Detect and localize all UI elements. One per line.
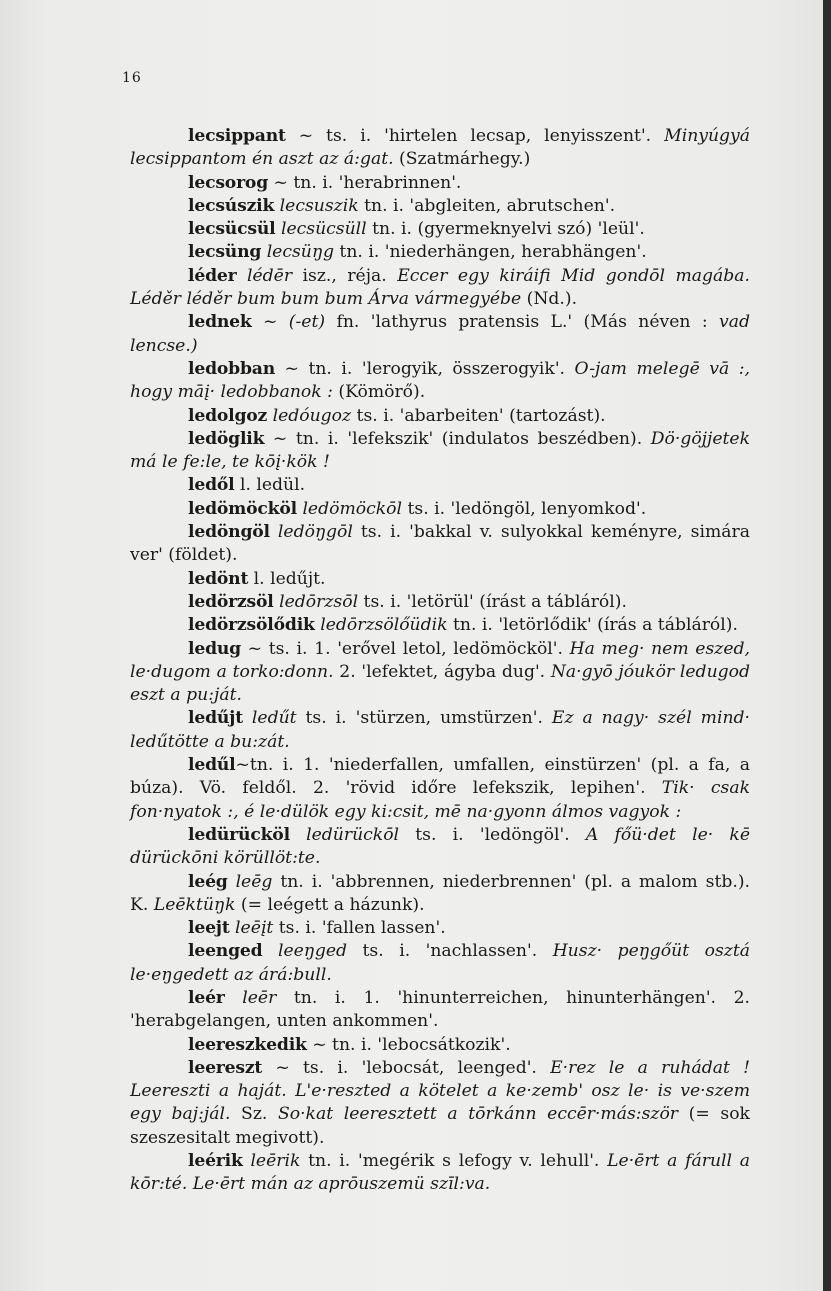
example: So·kat leeresztett a tōrkánn eccēr·más:ször — [277, 1104, 679, 1125]
definition: ~ ts. i. 'lebocsát, leenged'. — [262, 1057, 551, 1078]
entry-lecsuszik — [130, 195, 750, 218]
example: Minyúgyá lecsippantom én aszt az á:gat. — [130, 126, 750, 170]
example: ledóugoz — [272, 405, 352, 426]
entry-leer — [130, 987, 750, 1034]
definition-tail: isz., réja. — [292, 265, 398, 286]
definition: ~ tn. i. 'lebocsátkozik'. — [306, 1034, 511, 1055]
example: lecsüŋg — [266, 242, 334, 263]
definition — [228, 872, 236, 892]
entry-leerik — [130, 1150, 750, 1197]
definition: ~ ts. i. 'hirtelen lecsap, lenyisszent'. — [285, 126, 665, 146]
definition — [270, 522, 278, 542]
entry-leereszkedik — [130, 1034, 750, 1057]
headword: ledől — [188, 475, 235, 496]
entry-lednek — [130, 311, 750, 358]
definition-tail: 2. 'lefektet, ágyba dug'. — [333, 661, 551, 682]
definition — [290, 825, 306, 845]
headword: lecsippant — [188, 126, 286, 146]
entry-ledongol — [130, 521, 750, 568]
entry-ledomockol — [130, 498, 750, 521]
example: (-et) — [288, 312, 326, 333]
headword: lecsüng — [188, 242, 262, 263]
example: lecsuszik — [279, 195, 359, 216]
example: Husz· peŋgőüt osztá le·eŋgedett az árá:bull. — [130, 941, 750, 985]
entry-ledul — [130, 754, 750, 824]
example: ledōrzsölőüdik — [320, 615, 448, 636]
entry-ledorzsolodik — [130, 614, 750, 637]
example: leeŋged — [277, 941, 348, 962]
definition-tail: ts. i. 'abarbeiten' (tartozást). — [351, 405, 606, 426]
example: ledöŋgōl — [277, 522, 353, 543]
entry-leder — [130, 265, 750, 312]
definition-tail: (= leégett a házunk). — [235, 894, 425, 915]
definition-tail: (Szatmárhegy.) — [393, 149, 531, 170]
definition-tail: tn. i. (gyermeknyelvi szó) 'leül'. — [366, 219, 645, 240]
entry-ledol — [130, 474, 750, 497]
headword: ledöglik — [188, 428, 265, 449]
entry-ledolgoz — [130, 405, 750, 428]
example: ledōrzsōl — [279, 591, 359, 612]
headword: lecsücsül — [188, 219, 276, 240]
entry-ledujt — [130, 707, 750, 754]
entry-ledont — [130, 568, 750, 591]
definition-tail: tn. i. 'letörlődik' (írás a tábláról). — [447, 615, 738, 636]
entry-lecsorog — [130, 172, 750, 195]
example: A főü·det le· kē dürückōni körüllöt:te. — [130, 824, 750, 869]
example: Ez a nagy· szél mind· ledűtötte a bu:zát. — [130, 708, 750, 752]
headword: léder — [188, 265, 237, 286]
definition: ~ tn. i. 'lefekszik' (indulatos beszédben). — [264, 428, 651, 449]
definition — [243, 708, 252, 728]
example: leēįt — [235, 918, 274, 939]
definition: ~tn. i. 1. 'niederfallen, umfallen, einstürzen' (pl. a fa, a búza). Vö. feldől. 2. 'rövid időre lefekszik, lepihen'. — [130, 755, 750, 799]
entry-lecsung — [130, 241, 750, 264]
headword: ledűjt — [188, 708, 243, 729]
definition: ~ tn. i. 'herabrinnen'. — [268, 172, 462, 193]
definition-tail: Sz. — [230, 1104, 278, 1125]
entry-lecsippant — [130, 125, 750, 172]
entry-ledurückol — [130, 824, 750, 871]
headword: ledürücköl — [188, 824, 290, 845]
entry-ledorzsol — [130, 591, 750, 614]
headword: leejt — [188, 918, 230, 939]
definition-tail: ts. i. 'fallen lassen'. — [273, 918, 446, 939]
headword: ledöngöl — [188, 522, 270, 543]
headword: lecsúszik — [188, 195, 275, 216]
example: Dö·göjjetek má le fe:le, te kōį·kök ! — [130, 428, 750, 473]
definition: l. ledül. — [234, 475, 306, 496]
headword: lednek — [188, 312, 252, 333]
example: Le·ērt a fárull a kōr:té. Le·ērt mán az aprōuszemü szīl:va. — [130, 1151, 750, 1195]
definition-tail: (Kömörő). — [332, 382, 426, 403]
example: Leēktüŋk — [153, 894, 236, 915]
entry-leenged — [130, 940, 750, 987]
entry-leejt — [130, 917, 750, 940]
headword: leég — [188, 871, 228, 892]
definition-tail: ts. i. 'stürzen, umstürzen'. — [296, 708, 552, 729]
example: Eccer egy kiráifi Mid gondōl magába. Léděr léděr bum bum bum Árva vármegyébe — [130, 265, 750, 310]
dictionary-entries — [130, 125, 750, 1197]
definition-tail: ts. i. 'ledöngöl, lenyomkod'. — [402, 498, 647, 519]
headword: ledug — [188, 638, 241, 659]
definition: ~ tn. i. 'lerogyik, összerogyik'. — [275, 358, 575, 379]
example: E·rez le a ruhádat ! Leereszti a haját. L'e·reszted a kötelet a ke·zemb' osz le· is ve·szem egy baj:jál. — [130, 1057, 751, 1125]
example: leēg — [235, 871, 273, 892]
example: ledűt — [251, 708, 297, 729]
definition-tail: tn. i. 'megérik s lefogy v. lehull'. — [300, 1151, 608, 1172]
entry-leereszt — [130, 1057, 750, 1150]
headword: leereszkedik — [188, 1034, 307, 1055]
example: Tik· csak fon·nyatok :, é le·dülök egy ki:csit, mē na·gyonn álmos vagyok : — [130, 778, 750, 822]
entry-ledobban — [130, 358, 750, 405]
example: leērik — [250, 1151, 301, 1172]
example: vad lencse.) — [130, 312, 750, 356]
definition: ~ — [251, 312, 289, 333]
example: ledömöckōl — [302, 498, 402, 519]
headword: ledörzsöl — [188, 591, 274, 612]
entry-ledoglik — [130, 428, 750, 475]
example: O-jam melegē vā :, hogy māį· ledobbanok : — [130, 358, 750, 403]
definition-tail: (Nd.). — [521, 289, 578, 310]
example: Na·gyō jóukör ledugod eszt a pu:ját. — [130, 661, 750, 706]
definition-tail: tn. i. 1. 'hinunterreichen, hinunterhängen'. 2. 'herabgelangen, unten ankommen'. — [130, 987, 750, 1032]
definition: l. ledűjt. — [248, 568, 326, 589]
definition — [236, 266, 247, 286]
headword: leér — [188, 987, 225, 1008]
definition-tail: tn. i. 'abgleiten, abrutschen'. — [358, 195, 616, 216]
page-number: 16 — [122, 70, 142, 86]
definition-tail: ts. i. 'nachlassen'. — [347, 941, 553, 962]
headword: leérik — [188, 1151, 243, 1172]
headword: ledönt — [188, 568, 249, 589]
entry-lecsucsul — [130, 218, 750, 241]
headword: leereszt — [188, 1057, 263, 1078]
entry-leeg — [130, 871, 750, 918]
page-edge-shadow — [823, 0, 831, 1291]
example: lecsücsüll — [280, 219, 367, 240]
example: leēr — [242, 987, 277, 1008]
example: ledürückōl — [306, 824, 400, 845]
headword: ledűl — [188, 755, 236, 776]
definition: ~ ts. i. 1. 'erővel letol, ledömöcköl'. — [241, 638, 570, 659]
definition-tail: (= sok szeszesitalt megivott). — [130, 1104, 750, 1148]
headword: ledömöcköl — [188, 498, 297, 519]
definition-tail: ts. i. 'bakkal v. sulyokkal keményre, simára ver' (földet). — [130, 522, 750, 566]
entry-ledug — [130, 638, 750, 708]
example: lédēr — [246, 265, 293, 286]
definition-tail: fn. 'lathyrus pratensis L.' (Más néven : — [325, 312, 720, 333]
definition-tail: ts. i. 'letörül' (írást a tábláról). — [358, 591, 627, 612]
example: Ha meg· nem eszed, le·dugom a torko:donn. — [130, 638, 750, 682]
definition-tail: tn. i. 'abbrennen, niederbrennen' (pl. a malom stb.). K. — [130, 871, 751, 915]
headword: ledolgoz — [188, 405, 268, 426]
definition — [262, 941, 277, 961]
headword: lecsorog — [188, 172, 269, 193]
definition-tail: ts. i. 'ledöngöl'. — [399, 824, 586, 845]
headword: ledörzsölődik — [188, 615, 315, 636]
definition-tail: tn. i. 'niederhängen, herabhängen'. — [333, 242, 647, 263]
headword: leenged — [188, 941, 263, 962]
headword: ledobban — [188, 358, 276, 379]
definition — [225, 988, 243, 1008]
